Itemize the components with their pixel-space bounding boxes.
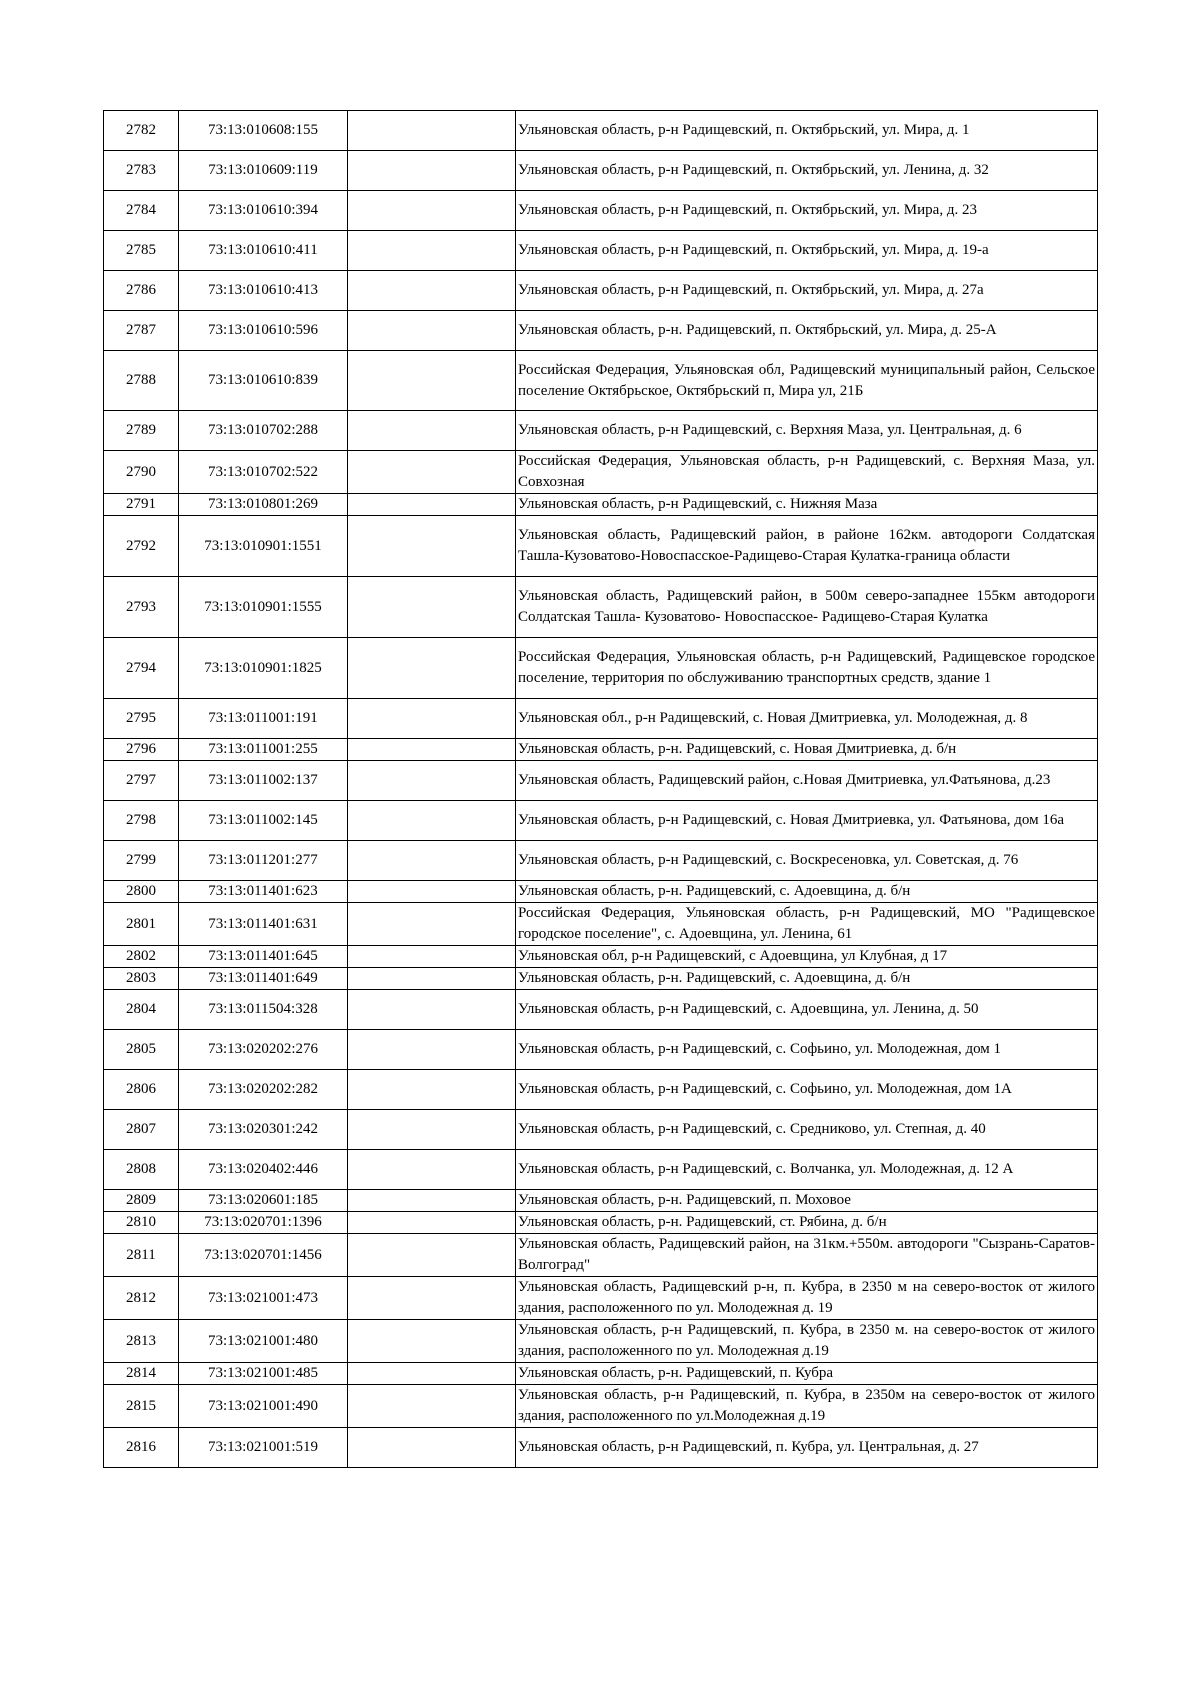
address-cell: Ульяновская обл, р-н Радищевский, с Адоевщина, ул Клубная, д 17 [516,946,1098,968]
table-row [104,1428,1098,1468]
row-number-cell: 2795 [104,699,179,739]
table-row [104,1150,1098,1190]
table-row [104,271,1098,311]
empty-cell [348,881,516,903]
empty-cell [348,946,516,968]
row-number-cell: 2796 [104,739,179,761]
table-row [104,1030,1098,1070]
cadastral-number-cell: 73:13:010901:1551 [179,516,348,577]
row-number-cell: 2815 [104,1385,179,1428]
empty-cell [348,191,516,231]
address-cell: Ульяновская область, р-н Радищевский, п. Кубра, в 2350м на северо-восток от жилого здания, расположенного по ул.Молодежная д.19 [516,1385,1098,1428]
cadastral-number-cell: 73:13:020202:276 [179,1030,348,1070]
cadastral-number-cell: 73:13:020701:1456 [179,1234,348,1277]
row-number-cell: 2790 [104,451,179,494]
empty-cell [348,903,516,946]
empty-cell [348,451,516,494]
address-cell: Ульяновская область, р-н Радищевский, п. Октябрьский, ул. Мира, д. 23 [516,191,1098,231]
table-row [104,1385,1098,1428]
address-cell: Ульяновская область, р-н. Радищевский, ст. Рябина, д. б/н [516,1212,1098,1234]
empty-cell [348,577,516,638]
empty-cell [348,1428,516,1468]
address-cell: Ульяновская область, р-н Радищевский, с. Нижняя Маза [516,494,1098,516]
table-row [104,516,1098,577]
address-cell: Ульяновская область, р-н Радищевский, с. Волчанка, ул. Молодежная, д. 12 А [516,1150,1098,1190]
row-number-cell: 2816 [104,1428,179,1468]
address-cell: Ульяновская область, р-н. Радищевский, п. Октябрьский, ул. Мира, д. 25-А [516,311,1098,351]
table-body [104,111,1098,1468]
table-row [104,494,1098,516]
table-row [104,1277,1098,1320]
cadastral-number-cell: 73:13:011002:145 [179,801,348,841]
table-row [104,903,1098,946]
table-row [104,1070,1098,1110]
row-number-cell: 2786 [104,271,179,311]
row-number-cell: 2807 [104,1110,179,1150]
table-row [104,311,1098,351]
row-number-cell: 2787 [104,311,179,351]
row-number-cell: 2798 [104,801,179,841]
row-number-cell: 2804 [104,990,179,1030]
address-cell: Ульяновская область, р-н Радищевский, с. Средниково, ул. Степная, д. 40 [516,1110,1098,1150]
row-number-cell: 2792 [104,516,179,577]
registry-sheet [103,110,1097,1468]
table-row [104,801,1098,841]
cadastral-number-cell: 73:13:011002:137 [179,761,348,801]
cadastral-number-cell: 73:13:010901:1555 [179,577,348,638]
address-cell: Ульяновская область, р-н. Радищевский, п. Кубра [516,1363,1098,1385]
table-row [104,151,1098,191]
table-row [104,841,1098,881]
cadastral-number-cell: 73:13:010702:288 [179,411,348,451]
address-cell: Российская Федерация, Ульяновская область, р-н Радищевский, Радищевское городское поселение, территория по обслуживанию транспортных средств, здание 1 [516,638,1098,699]
address-cell: Ульяновская область, р-н. Радищевский, п. Моховое [516,1190,1098,1212]
address-cell: Ульяновская область, Радищевский район, на 31км.+550м. автодороги "Сызрань-Саратов-Волгоград" [516,1234,1098,1277]
cadastral-number-cell: 73:13:011201:277 [179,841,348,881]
empty-cell [348,311,516,351]
empty-cell [348,1212,516,1234]
cadastral-number-cell: 73:13:021001:473 [179,1277,348,1320]
row-number-cell: 2813 [104,1320,179,1363]
row-number-cell: 2805 [104,1030,179,1070]
table-row [104,1110,1098,1150]
row-number-cell: 2812 [104,1277,179,1320]
empty-cell [348,1070,516,1110]
cadastral-number-cell: 73:13:021001:490 [179,1385,348,1428]
table-row [104,351,1098,411]
row-number-cell: 2784 [104,191,179,231]
row-number-cell: 2809 [104,1190,179,1212]
address-cell: Ульяновская область, р-н Радищевский, с. Новая Дмитриевка, ул. Фатьянова, дом 16а [516,801,1098,841]
table-row [104,411,1098,451]
cadastral-number-cell: 73:13:011504:328 [179,990,348,1030]
empty-cell [348,1385,516,1428]
cadastral-number-cell: 73:13:010609:119 [179,151,348,191]
address-cell: Ульяновская область, р-н. Радищевский, с. Новая Дмитриевка, д. б/н [516,739,1098,761]
address-cell: Ульяновская область, р-н. Радищевский, с. Адоевщина, д. б/н [516,968,1098,990]
empty-cell [348,1110,516,1150]
row-number-cell: 2791 [104,494,179,516]
row-number-cell: 2782 [104,111,179,151]
cadastral-number-cell: 73:13:010608:155 [179,111,348,151]
address-cell: Ульяновская область, р-н Радищевский, п. Кубра, в 2350 м. на северо-восток от жилого здания, расположенного по ул. Молодежная д.19 [516,1320,1098,1363]
table-row [104,638,1098,699]
empty-cell [348,494,516,516]
empty-cell [348,1030,516,1070]
address-cell: Ульяновская область, р-н Радищевский, п. Октябрьский, ул. Ленина, д. 32 [516,151,1098,191]
empty-cell [348,1277,516,1320]
address-cell: Российская Федерация, Ульяновская область, р-н Радищевский, с. Верхняя Маза, ул. Совхозная [516,451,1098,494]
table-row [104,191,1098,231]
empty-cell [348,990,516,1030]
table-row [104,577,1098,638]
address-cell: Ульяновская область, р-н. Радищевский, с. Адоевщина, д. б/н [516,881,1098,903]
table-row [104,968,1098,990]
address-cell: Ульяновская область, р-н Радищевский, п. Октябрьский, ул. Мира, д. 19-а [516,231,1098,271]
address-cell: Ульяновская область, р-н Радищевский, с. Адоевщина, ул. Ленина, д. 50 [516,990,1098,1030]
cadastral-number-cell: 73:13:020601:185 [179,1190,348,1212]
empty-cell [348,841,516,881]
cadastral-number-cell: 73:13:011401:623 [179,881,348,903]
address-cell: Ульяновская область, р-н Радищевский, с. Софьино, ул. Молодежная, дом 1А [516,1070,1098,1110]
table-row [104,1190,1098,1212]
address-cell: Ульяновская область, р-н Радищевский, п. Октябрьский, ул. Мира, д. 27а [516,271,1098,311]
row-number-cell: 2797 [104,761,179,801]
row-number-cell: 2793 [104,577,179,638]
cadastral-number-cell: 73:13:021001:485 [179,1363,348,1385]
cadastral-number-cell: 73:13:011001:255 [179,739,348,761]
row-number-cell: 2801 [104,903,179,946]
cadastral-number-cell: 73:13:010610:394 [179,191,348,231]
table-row [104,990,1098,1030]
address-cell: Ульяновская область, р-н Радищевский, с. Софьино, ул. Молодежная, дом 1 [516,1030,1098,1070]
empty-cell [348,801,516,841]
empty-cell [348,1190,516,1212]
cadastral-number-cell: 73:13:020402:446 [179,1150,348,1190]
row-number-cell: 2800 [104,881,179,903]
cadastral-number-cell: 73:13:011001:191 [179,699,348,739]
cadastral-number-cell: 73:13:020202:282 [179,1070,348,1110]
table-row [104,451,1098,494]
table-row [104,111,1098,151]
table-row [104,761,1098,801]
row-number-cell: 2794 [104,638,179,699]
cadastral-number-cell: 73:13:010801:269 [179,494,348,516]
empty-cell [348,351,516,411]
empty-cell [348,638,516,699]
cadastral-number-cell: 73:13:020701:1396 [179,1212,348,1234]
empty-cell [348,1150,516,1190]
empty-cell [348,151,516,191]
empty-cell [348,699,516,739]
empty-cell [348,968,516,990]
empty-cell [348,761,516,801]
row-number-cell: 2783 [104,151,179,191]
table-row [104,1234,1098,1277]
cadastral-number-cell: 73:13:011401:649 [179,968,348,990]
address-cell: Ульяновская область, р-н Радищевский, п. Октябрьский, ул. Мира, д. 1 [516,111,1098,151]
cadastral-number-cell: 73:13:011401:645 [179,946,348,968]
row-number-cell: 2799 [104,841,179,881]
table-row [104,739,1098,761]
table-row [104,1212,1098,1234]
empty-cell [348,231,516,271]
empty-cell [348,1234,516,1277]
row-number-cell: 2785 [104,231,179,271]
row-number-cell: 2810 [104,1212,179,1234]
table-row [104,699,1098,739]
row-number-cell: 2802 [104,946,179,968]
table-row [104,1320,1098,1363]
row-number-cell: 2803 [104,968,179,990]
cadastral-number-cell: 73:13:010901:1825 [179,638,348,699]
cadastral-number-cell: 73:13:021001:480 [179,1320,348,1363]
cadastral-number-cell: 73:13:010610:596 [179,311,348,351]
address-cell: Ульяновская область, р-н Радищевский, с. Воскресеновка, ул. Советская, д. 76 [516,841,1098,881]
cadastral-number-cell: 73:13:010610:413 [179,271,348,311]
address-cell: Ульяновская область, Радищевский район, в районе 162км. автодороги Солдатская Ташла-Кузоватово-Новоспасское-Радищево-Старая Кулатка-граница области [516,516,1098,577]
row-number-cell: 2806 [104,1070,179,1110]
address-cell: Ульяновская область, р-н Радищевский, с. Верхняя Маза, ул. Центральная, д. 6 [516,411,1098,451]
row-number-cell: 2808 [104,1150,179,1190]
empty-cell [348,1320,516,1363]
cadastral-number-cell: 73:13:010702:522 [179,451,348,494]
address-cell: Ульяновская область, р-н Радищевский, п. Кубра, ул. Центральная, д. 27 [516,1428,1098,1468]
address-cell: Ульяновская обл., р-н Радищевский, с. Новая Дмитриевка, ул. Молодежная, д. 8 [516,699,1098,739]
address-cell: Российская Федерация, Ульяновская обл, Радищевский муниципальный район, Сельское поселение Октябрьское, Октябрьский п, Мира ул, 21Б [516,351,1098,411]
row-number-cell: 2789 [104,411,179,451]
cadastral-number-cell: 73:13:011401:631 [179,903,348,946]
cadastral-number-cell: 73:13:020301:242 [179,1110,348,1150]
address-cell: Российская Федерация, Ульяновская область, р-н Радищевский, МО "Радищевское городское поселение", с. Адоевщина, ул. Ленина, 61 [516,903,1098,946]
table-row [104,231,1098,271]
row-number-cell: 2811 [104,1234,179,1277]
address-cell: Ульяновская область, Радищевский район, с.Новая Дмитриевка, ул.Фатьянова, д.23 [516,761,1098,801]
cadastral-number-cell: 73:13:010610:839 [179,351,348,411]
cadastral-number-cell: 73:13:021001:519 [179,1428,348,1468]
address-cell: Ульяновская область, Радищевский район, в 500м северо-западнее 155км автодороги Солдатская Ташла- Кузоватово- Новоспасское- Радищево-Старая Кулатка [516,577,1098,638]
row-number-cell: 2814 [104,1363,179,1385]
table-row [104,1363,1098,1385]
table-row [104,946,1098,968]
empty-cell [348,411,516,451]
cadastral-number-cell: 73:13:010610:411 [179,231,348,271]
empty-cell [348,1363,516,1385]
empty-cell [348,271,516,311]
table-row [104,881,1098,903]
row-number-cell: 2788 [104,351,179,411]
empty-cell [348,111,516,151]
address-cell: Ульяновская область, Радищевский р-н, п. Кубра, в 2350 м на северо-восток от жилого здания, расположенного по ул. Молодежная д. 19 [516,1277,1098,1320]
empty-cell [348,739,516,761]
land-plots-table [103,110,1098,1468]
empty-cell [348,516,516,577]
